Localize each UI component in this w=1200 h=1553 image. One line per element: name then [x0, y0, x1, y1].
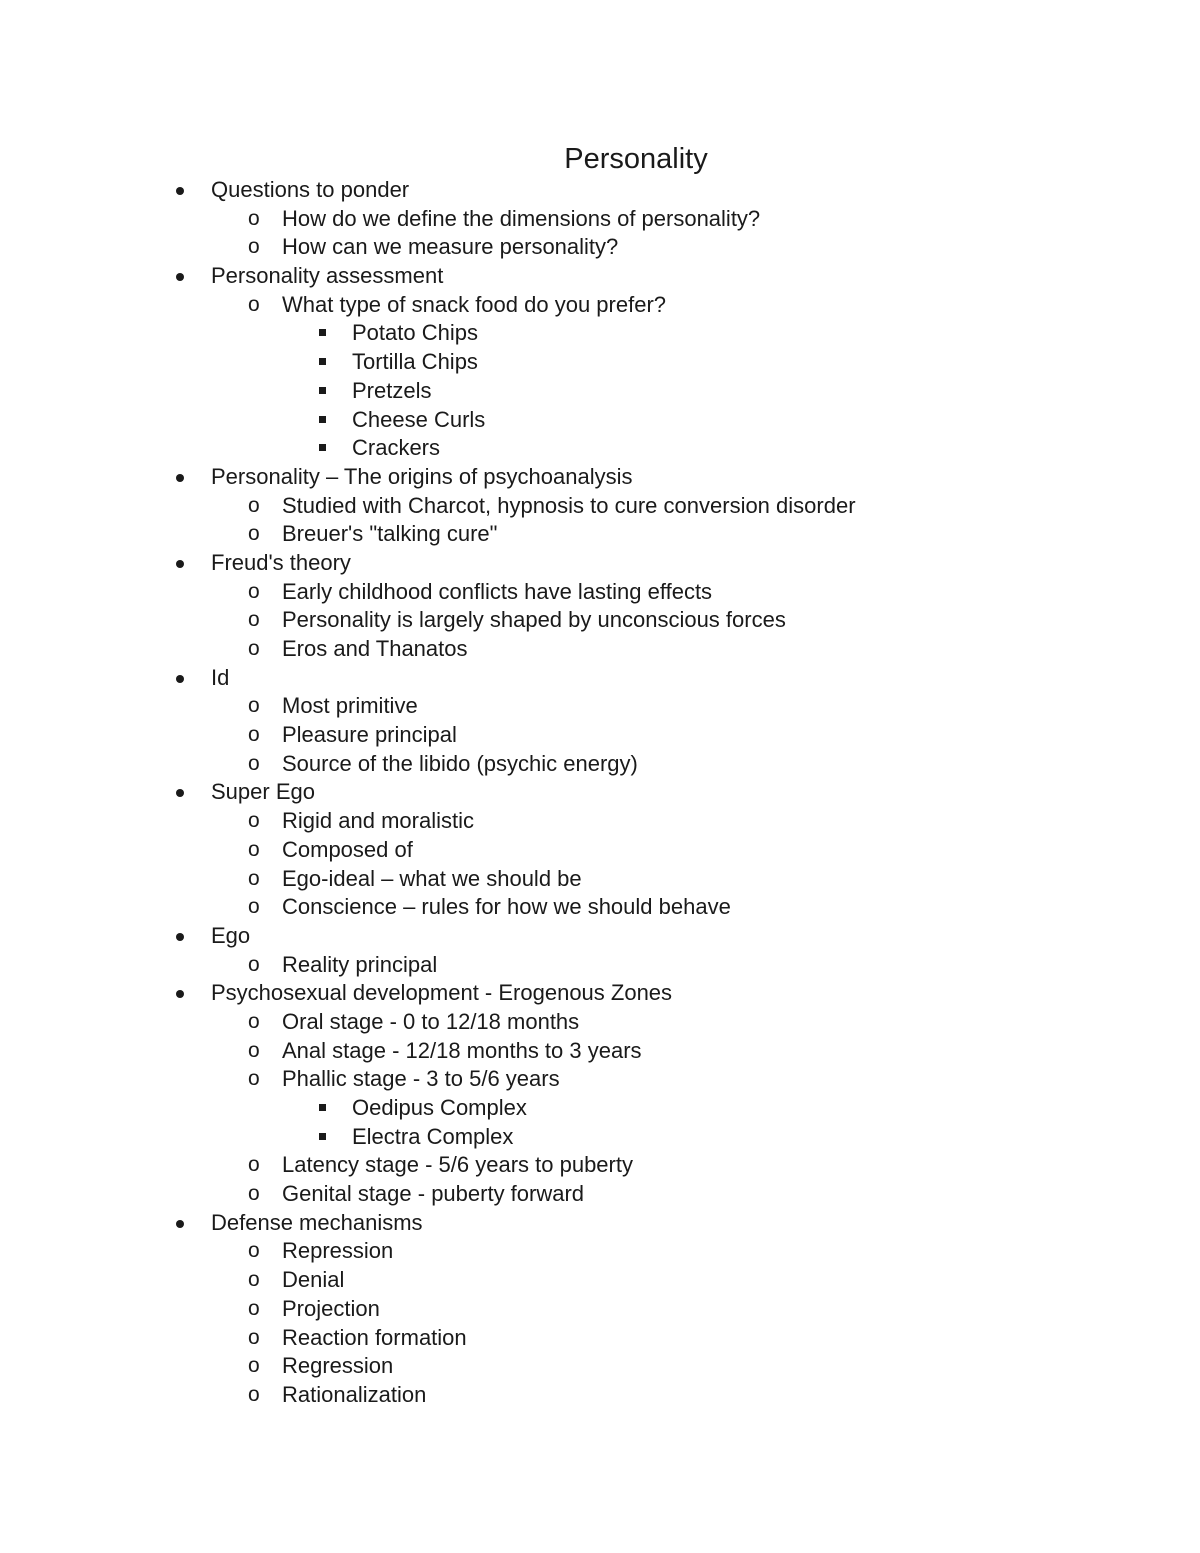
disc-bullet-icon [172, 463, 190, 492]
square-bullet-icon [318, 377, 332, 406]
circle-bullet-icon: o [248, 1382, 260, 1406]
circle-bullet-icon: o [248, 1239, 260, 1263]
list-item-text: Early childhood conflicts have lasting effects [282, 578, 713, 604]
list-item-text: Super Ego [211, 779, 315, 805]
list-item [0, 778, 1200, 807]
list-item-text: Latency stage - 5/6 years to puberty [282, 1152, 633, 1178]
circle-bullet-icon: o [248, 1038, 260, 1062]
list-item-text: Questions to ponder [211, 177, 410, 202]
square-bullet-icon [318, 319, 332, 348]
list-item [0, 1381, 1200, 1410]
list-item [0, 1123, 1200, 1152]
list-item [0, 951, 1200, 980]
list-item [0, 1094, 1200, 1123]
list-item [0, 664, 1200, 693]
circle-bullet-icon: o [248, 751, 260, 775]
list-item [0, 205, 1200, 234]
list-item-text: Eros and Thanatos [282, 636, 468, 661]
circle-bullet-icon: o [248, 1296, 260, 1320]
list-item [0, 262, 1200, 291]
square-bullet-icon [318, 348, 332, 377]
list-item [0, 750, 1200, 779]
circle-bullet-icon: o [248, 866, 260, 890]
list-item [0, 348, 1200, 377]
circle-bullet-icon: o [248, 292, 260, 316]
circle-bullet-icon: o [248, 1009, 260, 1033]
disc-bullet-icon [172, 922, 190, 951]
list-item [0, 635, 1200, 664]
list-item [0, 1209, 1200, 1238]
list-item-text: What type of snack food do you prefer? [282, 291, 667, 317]
list-item-text: Ego [211, 922, 251, 948]
circle-bullet-icon: o [248, 895, 260, 919]
list-item [0, 291, 1200, 320]
list-item [0, 406, 1200, 435]
circle-bullet-icon: o [248, 206, 260, 230]
list-item [0, 520, 1200, 549]
list-item [0, 1324, 1200, 1353]
circle-bullet-icon: o [248, 809, 260, 833]
circle-bullet-icon: o [248, 1268, 260, 1292]
list-item-text: Cheese Curls [352, 406, 486, 432]
circle-bullet-icon: o [248, 493, 260, 517]
list-item-text: Electra Complex [352, 1123, 514, 1149]
list-item [0, 549, 1200, 578]
circle-bullet-icon: o [248, 1153, 260, 1177]
circle-bullet-icon: o [248, 637, 260, 660]
list-item-text: Psychosexual development - Erogenous Zones [211, 980, 673, 1006]
list-item [0, 721, 1200, 750]
list-item [0, 1065, 1200, 1094]
list-item [0, 1151, 1200, 1180]
list-item [0, 1037, 1200, 1066]
circle-bullet-icon: o [248, 235, 260, 259]
list-item [0, 578, 1200, 607]
circle-bullet-icon: o [248, 837, 260, 861]
circle-bullet-icon: o [248, 1067, 260, 1091]
list-item-text: Potato Chips [352, 320, 478, 346]
list-item-text: Phallic stage - 3 to 5/6 years [282, 1066, 560, 1092]
disc-bullet-icon [172, 1209, 190, 1238]
disc-bullet-icon [172, 549, 190, 578]
list-item-text: Reaction formation [282, 1324, 467, 1350]
list-item-text: Tortilla Chips [352, 349, 478, 375]
list-item [0, 893, 1200, 922]
list-item-text: Genital stage - puberty forward [282, 1181, 585, 1207]
list-item-text: Pretzels [352, 377, 432, 403]
circle-bullet-icon: o [248, 579, 260, 603]
circle-bullet-icon: o [248, 608, 260, 632]
list-item [0, 377, 1200, 406]
list-item-text: Projection [282, 1295, 380, 1321]
list-item [0, 1180, 1200, 1209]
circle-bullet-icon: o [248, 1325, 260, 1349]
square-bullet-icon [318, 406, 332, 435]
list-item [0, 922, 1200, 951]
list-item-text: Oedipus Complex [352, 1095, 527, 1120]
list-item [0, 1237, 1200, 1266]
disc-bullet-icon [172, 262, 190, 291]
square-bullet-icon [318, 1123, 332, 1152]
list-item-text: Rationalization [282, 1381, 427, 1407]
circle-bullet-icon: o [248, 1182, 260, 1206]
list-item [0, 434, 1200, 463]
list-item-text: How do we define the dimensions of personality? [282, 205, 761, 231]
list-item-text: Freud's theory [211, 549, 351, 575]
list-item [0, 1295, 1200, 1324]
list-item [0, 319, 1200, 348]
list-item [0, 979, 1200, 1008]
list-item [0, 176, 1200, 205]
list-item-text: Crackers [352, 435, 441, 461]
disc-bullet-icon [172, 176, 190, 205]
list-item [0, 1352, 1200, 1381]
list-item-text: Repression [282, 1238, 394, 1264]
circle-bullet-icon: o [248, 694, 260, 718]
list-item-text: Conscience – rules for how we should behave [282, 894, 731, 920]
list-item [0, 807, 1200, 836]
list-item-text: Most primitive [282, 693, 418, 719]
disc-bullet-icon [172, 778, 190, 807]
list-item-text: Personality – The origins of psychoanalysis [211, 463, 633, 489]
list-item [0, 692, 1200, 721]
circle-bullet-icon: o [248, 1354, 260, 1378]
list-item-text: Personality assessment [211, 263, 444, 289]
disc-bullet-icon [172, 664, 190, 693]
list-item-text: Defense mechanisms [211, 1209, 423, 1235]
list-item-text: Studied with Charcot, hypnosis to cure conversion disorder [282, 492, 856, 518]
list-item-text: Source of the libido (psychic energy) [282, 750, 638, 776]
list-item [0, 606, 1200, 635]
list-item-text: Reality principal [282, 951, 438, 977]
list-item [0, 1266, 1200, 1295]
list-item-text: How can we measure personality? [282, 234, 619, 260]
list-item [0, 492, 1200, 521]
outline-list [0, 176, 1200, 1410]
list-item-text: Pleasure principal [282, 722, 457, 748]
list-item-text: Personality is largely shaped by unconscious forces [282, 607, 786, 633]
circle-bullet-icon: o [248, 522, 260, 546]
list-item-text: Anal stage - 12/18 months to 3 years [282, 1037, 642, 1063]
circle-bullet-icon: o [248, 952, 260, 976]
list-item-text: Rigid and moralistic [282, 808, 474, 834]
list-item [0, 233, 1200, 262]
list-item-text: Regression [282, 1353, 394, 1379]
circle-bullet-icon: o [248, 723, 260, 747]
list-item [0, 836, 1200, 865]
list-item-text: Ego-ideal – what we should be [282, 865, 582, 891]
disc-bullet-icon [172, 979, 190, 1008]
list-item [0, 463, 1200, 492]
list-item-text: Oral stage - 0 to 12/18 months [282, 1008, 580, 1034]
list-item [0, 865, 1200, 894]
square-bullet-icon [318, 434, 332, 463]
list-item-text: Denial [282, 1267, 345, 1293]
square-bullet-icon [318, 1094, 332, 1123]
list-item-text: Id [211, 664, 230, 690]
list-item-text: Composed of [282, 836, 413, 862]
list-item [0, 1008, 1200, 1037]
page-title: Personality [564, 143, 708, 175]
list-item-text: Breuer's "talking cure" [282, 521, 498, 547]
